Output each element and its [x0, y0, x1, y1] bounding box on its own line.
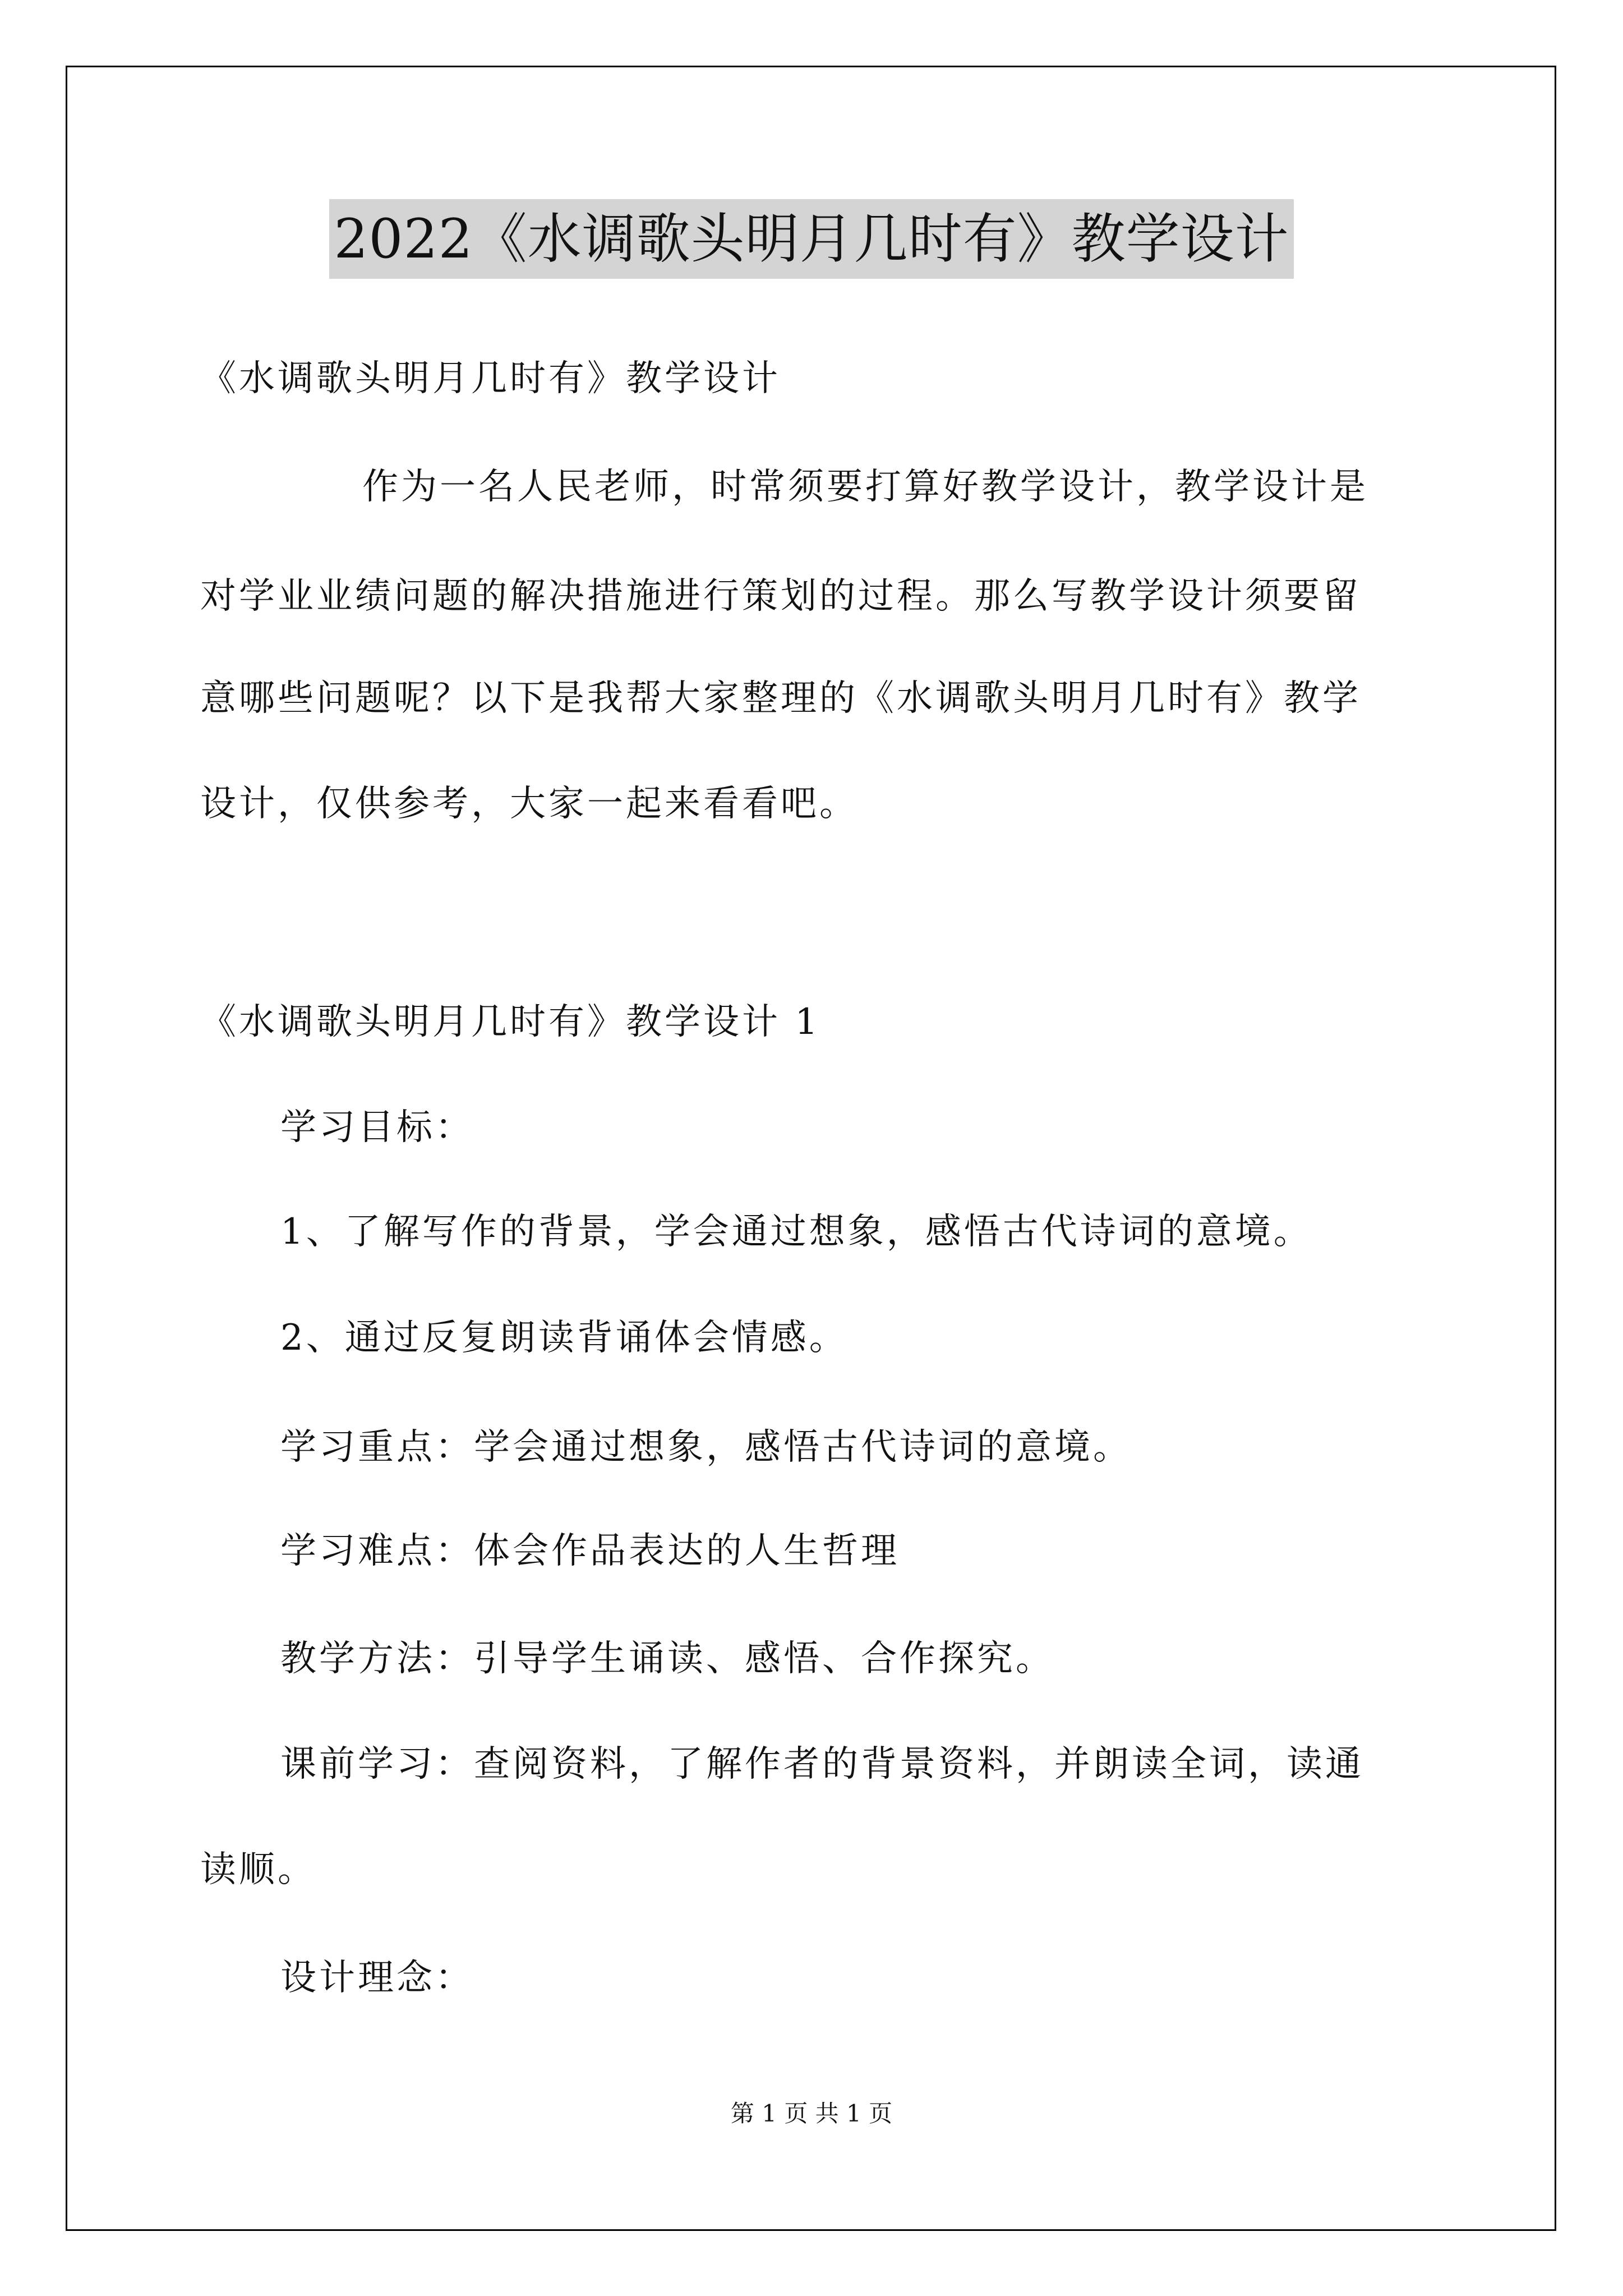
subtitle: 《水调歌头明月几时有》教学设计	[200, 358, 781, 399]
body-line-9: 设计理念：	[280, 1957, 474, 1999]
body-line-4: 学习重点：学会通过想象，感悟古代诗词的意境。	[280, 1427, 1132, 1468]
intro-line-2: 对学业业绩问题的解决措施进行策划的过程。那么写教学设计须要留	[200, 576, 1361, 617]
body-line-1: 学习目标：	[280, 1107, 474, 1148]
title-block	[0, 199, 1623, 279]
body-line-8: 读顺。	[200, 1849, 316, 1890]
intro-line-1: 作为一名人民老师，时常须要打算好教学设计，教学设计是	[362, 466, 1368, 508]
body-line-3: 2、通过反复朗读背诵体会情感。	[280, 1317, 848, 1359]
body-line-7: 课前学习：查阅资料，了解作者的背景资料，并朗读全词，读通	[280, 1743, 1364, 1785]
intro-line-3: 意哪些问题呢？以下是我帮大家整理的《水调歌头明月几时有》教学	[200, 678, 1361, 719]
body-line-5: 学习难点：体会作品表达的人生哲理	[280, 1530, 900, 1572]
body-line-6: 教学方法：引导学生诵读、感悟、合作探究。	[280, 1638, 1054, 1680]
page-number: 第 1 页 共 1 页	[730, 2100, 893, 2127]
section-heading: 《水调歌头明月几时有》教学设计 1	[200, 1001, 821, 1043]
intro-line-4: 设计，仅供参考，大家一起来看看吧。	[200, 783, 858, 825]
document-title: 2022《水调歌头明月几时有》教学设计	[329, 199, 1293, 279]
body-line-2: 1、了解写作的背景，学会通过想象，感悟古代诗词的意境。	[280, 1211, 1312, 1253]
